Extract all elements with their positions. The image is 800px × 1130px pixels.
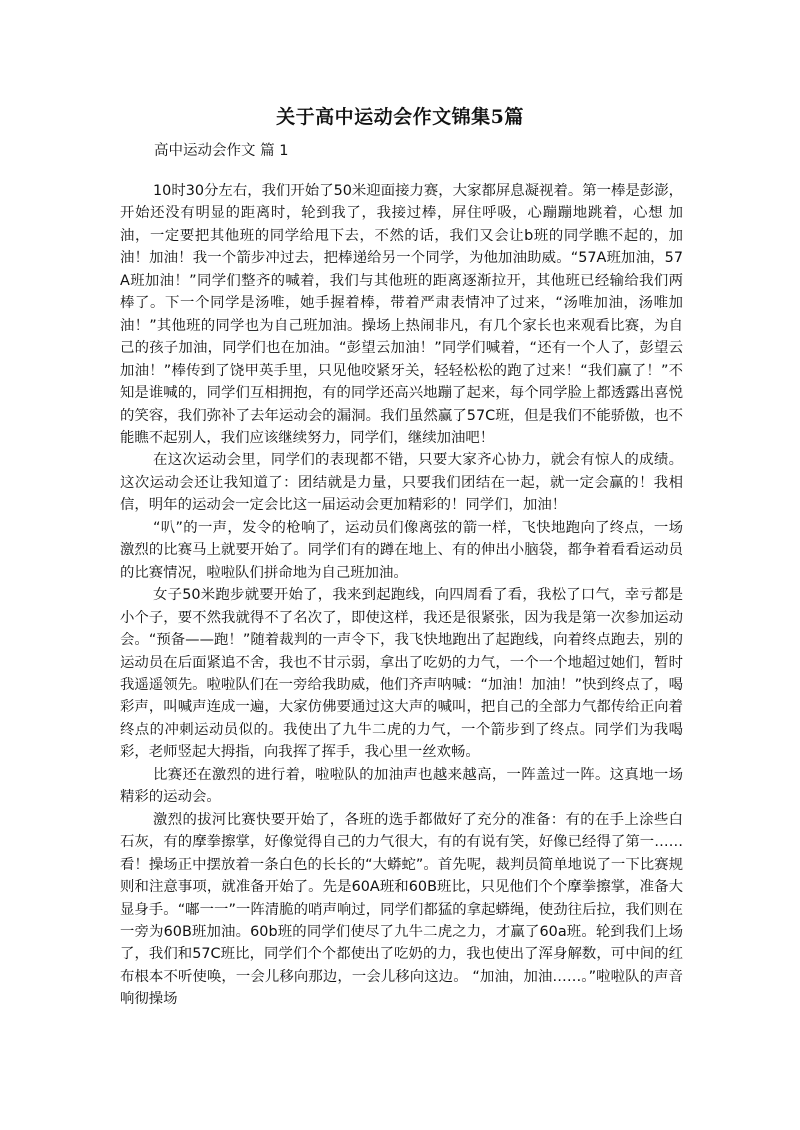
paragraph: 激烈的拔河比赛快要开始了，各班的选手都做好了充分的准备：有的在手上涂些白石灰，有的摩拳擦掌，好像觉得自己的力气很大，有的有说有笑，好像已经得了第一……看！操场正中摆放着一条白色的长长的“大蟒蛇”。首先呢，裁判员简单地说了一下比赛规则和注意事项，就准备开始了。先是60A班和60B班比，只见他们个个摩拳擦掌，准备大显身手。“嘟一一”一阵清脆的哨声响过，同学们都猛的拿起蟒绳，使劲往后拉，我们则在一旁为60B班加油。60b班的同学们使尽了九牛二虎之力，才赢了60a班。轮到我们上场了，我们和57C班比，同学们个个都使出了吃奶的力，我也使出了浑身解数，可中间的红布根本不听使唤，一会儿移向那边，一会儿移向这边。 “加油，加油……。”啦啦队的声音响彻操场 — [120, 811, 683, 1008]
paragraph: 在这次运动会里，同学们的表现都不错，只要大家齐心协力，就会有惊人的成绩。这次运动会还让我知道了：团结就是力量，只要我们团结在一起，就一定会赢的！我相信，明年的运动会一定会比这一届运动会更加精彩的！同学们，加油！ — [120, 452, 683, 514]
paragraph: 比赛还在激烈的进行着，啦啦队的加油声也越来越高，一阵盖过一阵。这真地一场精彩的运动会。 — [120, 766, 683, 806]
section-heading: 高中运动会作文 篇 1 — [154, 143, 289, 159]
paragraph: 10时30分左右，我们开始了50米迎面接力赛，大家都屏息凝视着。第一棒是彭澎，开始还没有明显的距离时，轮到我了，我接过棒，屏住呼吸，心蹦蹦地跳着，心想 加油，一定要把其他班的同学给甩下去，不然的话，我们又会让b班的同学瞧不起的，加油！加油！我一个箭步冲过去，把棒递给另一个同学，为他加油助威。“57A班加油，57A班加油！”同学们整齐的喊着，我们与其他班的距离逐渐拉开，其他班已经输给我们两棒了。下一个同学是汤唯，她手握着棒，带着严肃表情冲了过来，“汤唯加油，汤唯加油！”其他班的同学也为自己班加油。操场上热闹非凡，有几个家长也来观看比赛，为自己的孩子加油，同学们也在加油。“彭望云加油！”同学们喊着，“还有一个人了，彭望云加油！”棒传到了饶甲英手里，只见他咬紧牙关，轻轻松松的跑了过来！“我们赢了！”不知是谁喊的，同学们互相拥抱，有的同学还高兴地蹦了起来，每个同学脸上都透露出喜悦的笑容，我们弥补了去年运动会的漏洞。我们虽然赢了57C班，但是我们不能骄傲，也不能瞧不起别人，我们应该继续努力，同学们，继续加油吧！ — [120, 183, 683, 446]
paragraph: “叭”的一声，发令的枪响了，运动员们像离弦的箭一样，飞快地跑向了终点，一场激烈的比赛马上就要开始了。同学们有的蹲在地上、有的伸出小脑袋，都争着看看运动员的比赛情况，啦啦队们拼命地为自己班加油。 — [120, 519, 683, 581]
document-body — [120, 180, 683, 1011]
document-title: 关于高中运动会作文锦集5篇 — [276, 106, 524, 128]
paragraph: 女子50米跑步就要开始了，我来到起跑线，向四周看了看，我松了口气，幸亏都是小个子，要不然我就得不了名次了，即使这样，我还是很紧张，因为我是第一次参加运动会。“预备——跑！”随着裁判的一声令下，我飞快地跑出了起跑线，向着终点跑去，别的运动员在后面紧追不舍，我也不甘示弱，拿出了吃奶的力气，一个一个地超过她们，暂时我遥遥领先。啦啦队们在一旁给我助威，他们齐声呐喊：“加油！加油！”快到终点了，喝彩声，叫喊声连成一遍，大家仿佛要通过这大声的喊叫，把自己的全部力气都传给正向着终点的冲刺运动员似的。我使出了九牛二虎的力气，一个箭步到了终点。同学们为我喝彩，老师竖起大拇指，向我挥了挥手，我心里一丝欢畅。 — [120, 587, 683, 761]
